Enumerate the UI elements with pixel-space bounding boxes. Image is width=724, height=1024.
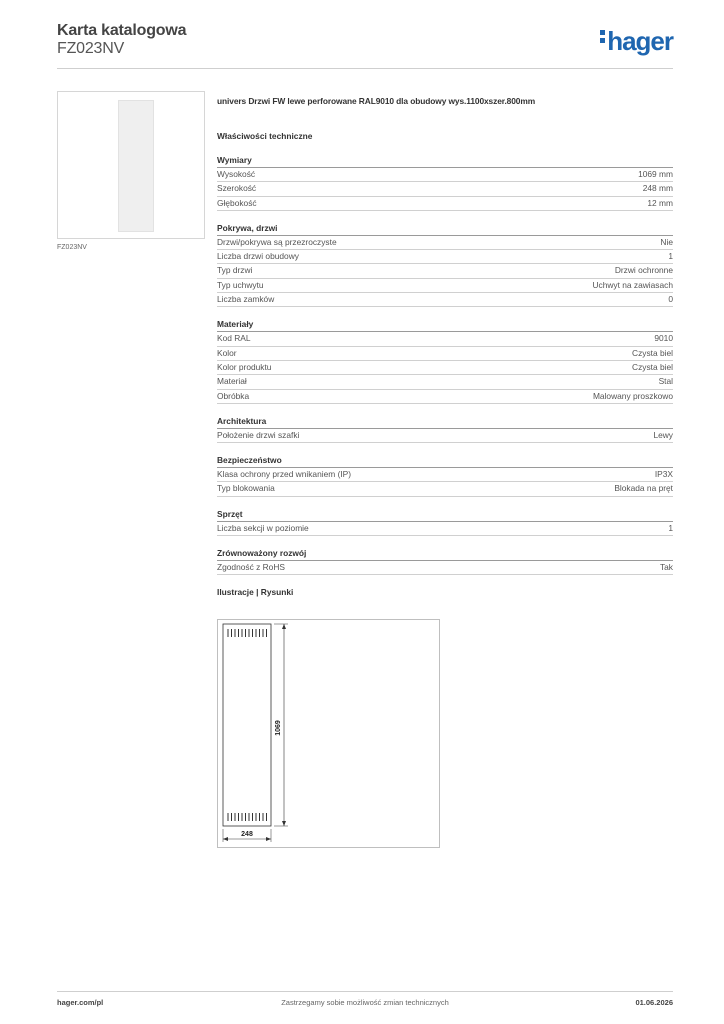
property-group-title: Pokrywa, drzwi [217, 223, 673, 236]
property-name: Drzwi/pokrywa są przezroczyste [217, 236, 337, 247]
property-group [217, 455, 673, 497]
property-value: 1 [668, 522, 673, 533]
ventilation-slots-top [228, 629, 267, 637]
property-row [217, 264, 673, 278]
property-value: Lewy [653, 429, 673, 440]
property-row [217, 332, 673, 346]
property-value: Czysta biel [632, 361, 673, 372]
property-group [217, 416, 673, 443]
property-name: Typ uchwytu [217, 279, 264, 290]
property-row [217, 390, 673, 404]
property-group [217, 509, 673, 536]
property-name: Liczba sekcji w poziomie [217, 522, 309, 533]
logo-text: hager [607, 26, 673, 56]
thumbnail-caption: FZ023NV [57, 244, 87, 251]
technical-properties-heading: Właściwości techniczne [217, 131, 313, 141]
property-row [217, 522, 673, 536]
property-row [217, 293, 673, 307]
product-description: univers Drzwi FW lewe perforowane RAL9010 dla obudowy wys.1100xszer.800mm [217, 96, 536, 106]
property-value: IP3X [654, 469, 673, 480]
width-arrow-left [223, 837, 228, 841]
property-value: Stal [658, 376, 673, 387]
property-row [217, 250, 673, 264]
property-name: Głębokość [217, 197, 257, 208]
property-group [217, 223, 673, 307]
property-value: 1 [668, 251, 673, 262]
property-row [217, 361, 673, 375]
property-group-title: Sprzęt [217, 509, 673, 522]
property-name: Szerokość [217, 183, 257, 194]
property-name: Materiał [217, 376, 247, 387]
hager-logo [600, 26, 673, 57]
property-name: Wysokość [217, 169, 256, 179]
property-name: Typ blokowania [217, 483, 275, 494]
property-row [217, 347, 673, 361]
property-row [217, 468, 673, 482]
property-value: Czysta biel [632, 347, 673, 358]
footer-date: 01.06.2026 [635, 998, 673, 1007]
property-value: Tak [659, 562, 673, 573]
door-outline [223, 624, 271, 826]
page-header [57, 22, 673, 70]
height-arrow-top [282, 624, 286, 629]
property-row [217, 236, 673, 250]
property-row [217, 279, 673, 293]
width-arrow-right [266, 837, 271, 841]
product-code: FZ023NV [57, 40, 125, 57]
height-dimension-label: 1069 [275, 720, 282, 736]
property-name: Liczba zamków [217, 294, 275, 305]
property-row [217, 182, 673, 196]
property-row [217, 561, 673, 575]
property-name: Kod RAL [217, 333, 251, 344]
door-dimension-drawing [218, 620, 441, 849]
property-group [217, 319, 673, 403]
product-details [217, 96, 673, 597]
illustrations-heading: Ilustracje | Rysunki [217, 587, 294, 598]
property-name: Liczba drzwi obudowy [217, 251, 299, 262]
product-thumbnail [57, 91, 205, 239]
property-group-title: Zrównoważony rozwój [217, 548, 673, 561]
document-title: Karta katalogowa [57, 22, 187, 39]
technical-drawing [217, 619, 440, 848]
footer-divider [57, 991, 673, 992]
property-row [217, 168, 673, 182]
property-group [217, 155, 673, 211]
property-value: 1069 mm [638, 169, 673, 179]
property-value: Drzwi ochronne [614, 265, 673, 276]
property-value: Blokada na pręt [614, 483, 673, 494]
footer-website[interactable]: hager.com/pl [57, 998, 104, 1007]
property-name: Położenie drzwi szafki [217, 429, 300, 440]
property-row [217, 482, 673, 496]
ventilation-slots-bottom [228, 813, 267, 821]
property-name: Typ drzwi [217, 265, 253, 276]
property-value: Malowany proszkowo [592, 390, 673, 401]
property-value: 248 mm [642, 183, 673, 194]
property-groups [217, 155, 673, 575]
property-name: Kolor [217, 347, 237, 358]
property-row [217, 429, 673, 443]
width-dimension-label: 248 [241, 831, 253, 838]
property-name: Klasa ochrony przed wnikaniem (IP) [217, 469, 352, 480]
footer-notice: Zastrzegamy sobie możliwość zmian technicznych [281, 998, 449, 1007]
property-group [217, 548, 673, 575]
property-name: Obróbka [217, 390, 250, 401]
property-group-title: Materiały [217, 319, 673, 332]
property-row [217, 375, 673, 389]
property-row [217, 197, 673, 211]
property-value: Uchwyt na zawiasach [592, 279, 673, 290]
property-group-title: Bezpieczeństwo [217, 455, 673, 468]
header-divider [57, 68, 673, 69]
logo-dots-icon [600, 30, 605, 46]
height-arrow-bottom [282, 821, 286, 826]
door-panel-image [118, 100, 154, 232]
property-name: Kolor produktu [217, 361, 272, 372]
property-value: 9010 [654, 333, 673, 344]
property-group-title: Wymiary [217, 155, 673, 168]
property-group-title: Architektura [217, 416, 673, 429]
property-value: Nie [660, 236, 673, 247]
property-name: Zgodność z RoHS [217, 562, 285, 573]
property-value: 0 [668, 294, 673, 305]
property-value: 12 mm [647, 197, 673, 208]
